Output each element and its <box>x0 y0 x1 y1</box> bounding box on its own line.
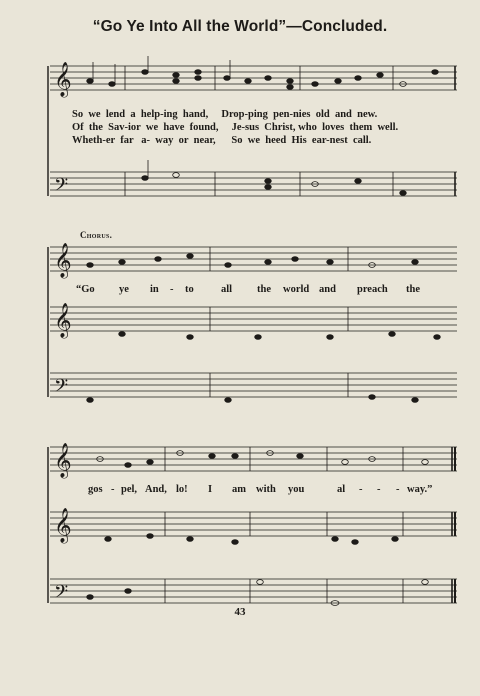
lyric-word: and <box>319 284 336 295</box>
hymn-title: “Go Ye Into All the World”—Concluded. <box>92 18 388 35</box>
lyric-word: - <box>377 484 381 495</box>
svg-text:𝄞: 𝄞 <box>54 443 72 478</box>
lyric-word: preach <box>357 284 388 295</box>
svg-text:𝄞: 𝄞 <box>54 508 72 543</box>
lyric-word: all <box>221 284 233 295</box>
lyric-word: “Go <box>76 284 95 295</box>
verse-line-2: Of the Sav-ior we have found, Je-sus Christ, who loves them well. <box>72 122 399 133</box>
lyric-word: with <box>256 484 276 495</box>
verse-line-3: Wheth-er far a- way or near, So we heed His ear-nest call. <box>72 135 372 146</box>
lyric-word: ye <box>119 284 129 295</box>
lyric-word: you <box>288 484 305 495</box>
lyric-word: And, <box>145 484 167 495</box>
lyric-word: - <box>170 284 174 295</box>
svg-text:𝄢: 𝄢 <box>54 376 69 401</box>
lyric-word: - <box>396 484 400 495</box>
system-1-bass-staff <box>50 172 457 196</box>
lyric-word: the <box>257 284 271 295</box>
lyric-word: - <box>359 484 363 495</box>
lyric-word: the <box>406 284 420 295</box>
lyric-word: in <box>150 284 159 295</box>
lyric-word: al <box>337 484 346 495</box>
lyric-word: world <box>283 284 310 295</box>
lyric-word: - <box>111 484 115 495</box>
chorus-label: Chorus. <box>80 230 113 240</box>
system-3-staves <box>50 447 457 603</box>
page-number: 43 <box>234 606 246 618</box>
svg-text:𝄞: 𝄞 <box>54 62 72 97</box>
lyric-word: gos <box>88 484 103 495</box>
verse-line-1: So we lend a help-ing hand, Drop-ping pen-nies old and new. <box>72 109 378 120</box>
svg-text:𝄢: 𝄢 <box>54 175 69 200</box>
svg-text:𝄞: 𝄞 <box>54 303 72 338</box>
lyric-word: to <box>185 284 194 295</box>
system-2-staves <box>50 247 457 397</box>
lyric-word: lo! <box>176 484 188 495</box>
lyric-word: am <box>232 484 246 495</box>
lyric-word: pel, <box>121 484 138 495</box>
lyric-word: way.” <box>407 484 433 495</box>
svg-text:𝄢: 𝄢 <box>54 582 69 607</box>
svg-text:𝄞: 𝄞 <box>54 243 72 278</box>
lyric-word: I <box>208 484 213 495</box>
